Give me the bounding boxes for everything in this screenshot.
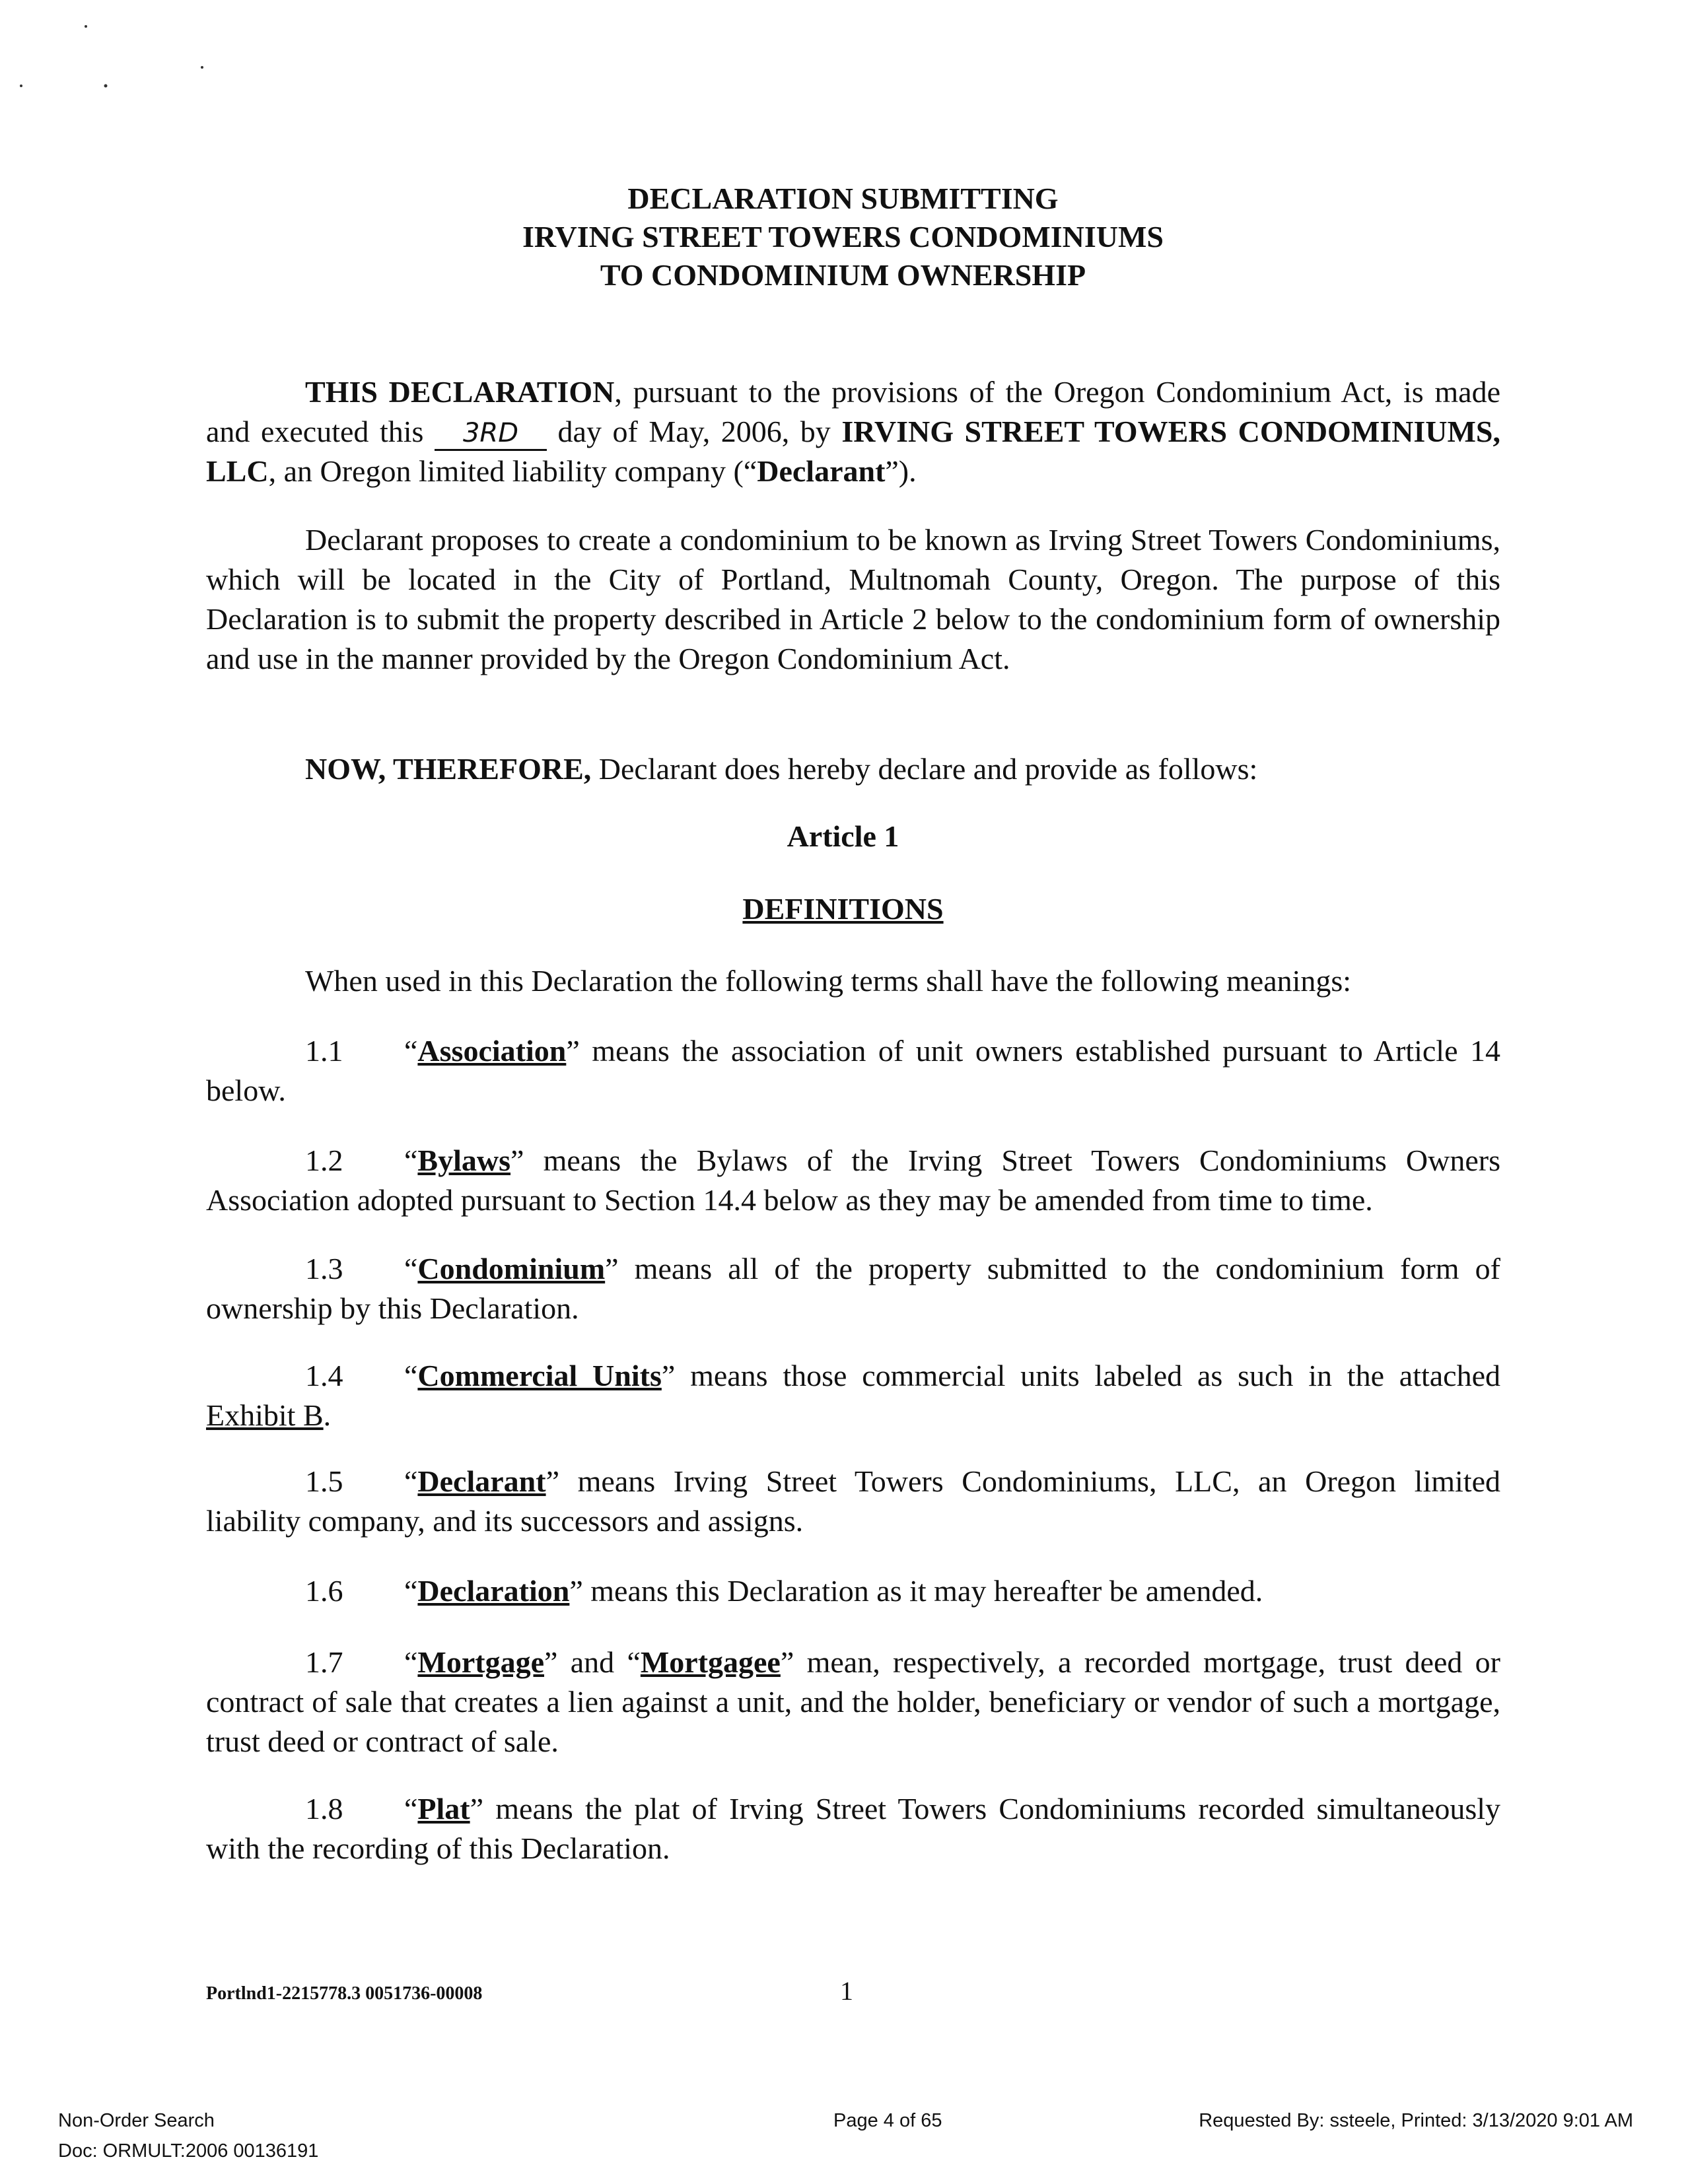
definitions-intro: When used in this Declaration the following terms shall have the following meanings:: [305, 964, 1352, 998]
now-therefore-paragraph: [206, 749, 1500, 789]
recorder-search-type: Non-Order Search: [58, 2110, 215, 2131]
definition-number: 1.2: [305, 1143, 343, 1177]
now-therefore-text: Declarant does hereby declare and provide as follows:: [591, 752, 1258, 786]
definition-text: means Irving Street Towers Condominiums, LLC, an Oregon limited liability company, and its successors and assigns.: [206, 1464, 1500, 1538]
definition-term: Commercial Units: [417, 1359, 662, 1392]
handwritten-day: 3RD: [435, 417, 547, 451]
definition-text: means those commercial units labeled as such in the attached: [675, 1359, 1501, 1392]
definition-1-6: 1.6 “Declaration” means this Declaration as it may hereafter be amended.: [206, 1571, 1500, 1611]
definition-1-1: 1.1 “Association” means the association of unit owners established pursuant to Article 14 below.: [206, 1031, 1500, 1110]
footer-page-number: 1: [840, 1976, 853, 2006]
definition-text: mean, respectively, a recorded mortgage, trust deed or contract of sale that creates a lien against a unit, and the holder, beneficiary or vendor of such a mortgage, trust deed or contract of sale.: [206, 1645, 1500, 1758]
scan-specks: [13, 13, 225, 99]
definition-1-7: 1.7 “Mortgage” and “Mortgagee” mean, respectively, a recorded mortgage, trust deed or contract of sale that creates a lien against a unit, and the holder, beneficiary or vendor of such a mortgage, trust deed or contract of sale.: [206, 1643, 1500, 1761]
article-heading: Article 1: [787, 819, 899, 853]
definition-1-3: 1.3 “Condominium” means all of the property submitted to the condominium form of ownership by this Declaration.: [206, 1249, 1500, 1328]
purpose-paragraph: Declarant proposes to create a condominium to be known as Irving Street Towers Condominiums, which will be located in the City of Portland, Multnomah County, Oregon. The purpose of this Declaration is to submit the property described in Article 2 below to the condominium form of ownership and use in the manner provided by the Oregon Condominium Act.: [206, 523, 1500, 675]
definition-1-2: 1.2 “Bylaws” means the Bylaws of the Irving Street Towers Condominiums Owners Association adopted pursuant to Section 14.4 below as they may be amended from time to time.: [206, 1141, 1500, 1220]
definition-text: means the Bylaws of the Irving Street Towers Condominiums Owners Association adopted pursuant to Section 14.4 below as they may be amended from time to time.: [206, 1143, 1500, 1217]
recorder-doc-number: Doc: ORMULT:2006 00136191: [58, 2140, 319, 2162]
definition-text: means the plat of Irving Street Towers Condominiums recorded simultaneously with the recording of this Declaration.: [206, 1792, 1500, 1865]
definition-term: Bylaws: [417, 1143, 511, 1177]
definition-number: 1.6: [305, 1574, 343, 1608]
definition-term-2: Mortgagee: [640, 1645, 781, 1679]
article-subheading-wrap: [0, 891, 1686, 926]
document-title: [0, 180, 1686, 294]
definition-term: Mortgage: [417, 1645, 544, 1679]
title-line-3: TO CONDOMINIUM OWNERSHIP: [600, 258, 1086, 292]
definition-1-5: 1.5 “Declarant” means Irving Street Towers Condominiums, LLC, an Oregon limited liability company, and its successors and assigns.: [206, 1462, 1500, 1541]
definition-number: 1.7: [305, 1645, 343, 1679]
definition-tail: .: [323, 1398, 332, 1432]
exhibit-b-reference: Exhibit B: [206, 1398, 324, 1432]
recorder-page-count: Page 4 of 65: [833, 2110, 942, 2131]
definition-mid: and “: [557, 1645, 641, 1679]
intro-lead: THIS DECLARATION: [305, 375, 615, 409]
definition-term: Declaration: [417, 1574, 570, 1608]
definition-term: Plat: [417, 1792, 470, 1826]
footer-doc-id: Portlnd1-2215778.3 0051736-00008: [206, 1983, 483, 2004]
now-therefore-lead: NOW, THEREFORE,: [305, 752, 592, 786]
intro-text-3: , an Oregon limited liability company (“: [268, 454, 757, 488]
definition-number: 1.3: [305, 1252, 343, 1285]
definition-term: Declarant: [417, 1464, 546, 1498]
definition-text: means the association of unit owners established pursuant to Article 14 below.: [206, 1034, 1500, 1107]
definition-text: means all of the property submitted to the condominium form of ownership by this Declaration.: [206, 1252, 1500, 1325]
title-line-1: DECLARATION SUBMITTING: [627, 182, 1059, 215]
definition-term: Association: [417, 1034, 567, 1068]
definition-1-8: 1.8 “Plat” means the plat of Irving Street Towers Condominiums recorded simultaneously with the recording of this Declaration.: [206, 1789, 1500, 1868]
definition-1-4: 1.4 “Commercial Units” means those commercial units labeled as such in the attached Exhibit B.: [206, 1356, 1500, 1435]
definition-number: 1.8: [305, 1792, 343, 1826]
title-line-2: IRVING STREET TOWERS CONDOMINIUMS: [522, 220, 1164, 254]
intro-paragraph: [206, 372, 1500, 491]
definition-number: 1.1: [305, 1034, 343, 1068]
definition-text: means this Declaration as it may hereafter be amended.: [582, 1574, 1263, 1608]
definition-number: 1.4: [305, 1359, 343, 1392]
intro-text-1: , pursuant to the provisions of the Oregon Condominium Act, is made and executed this: [206, 375, 1501, 448]
definition-term: Condominium: [417, 1252, 606, 1285]
article-subheading: DEFINITIONS: [742, 892, 944, 926]
intro-declarant: Declarant: [757, 454, 886, 488]
definition-number: 1.5: [305, 1464, 343, 1498]
intro-text-2: day of May, 2006, by: [546, 415, 842, 448]
intro-text-4: ”).: [885, 454, 917, 488]
intro-company: IRVING STREET TOWERS CONDOMINIUMS, LLC: [206, 415, 1500, 488]
recorder-requested-by: Requested By: ssteele, Printed: 3/13/2020 9:01 AM: [1199, 2110, 1633, 2131]
